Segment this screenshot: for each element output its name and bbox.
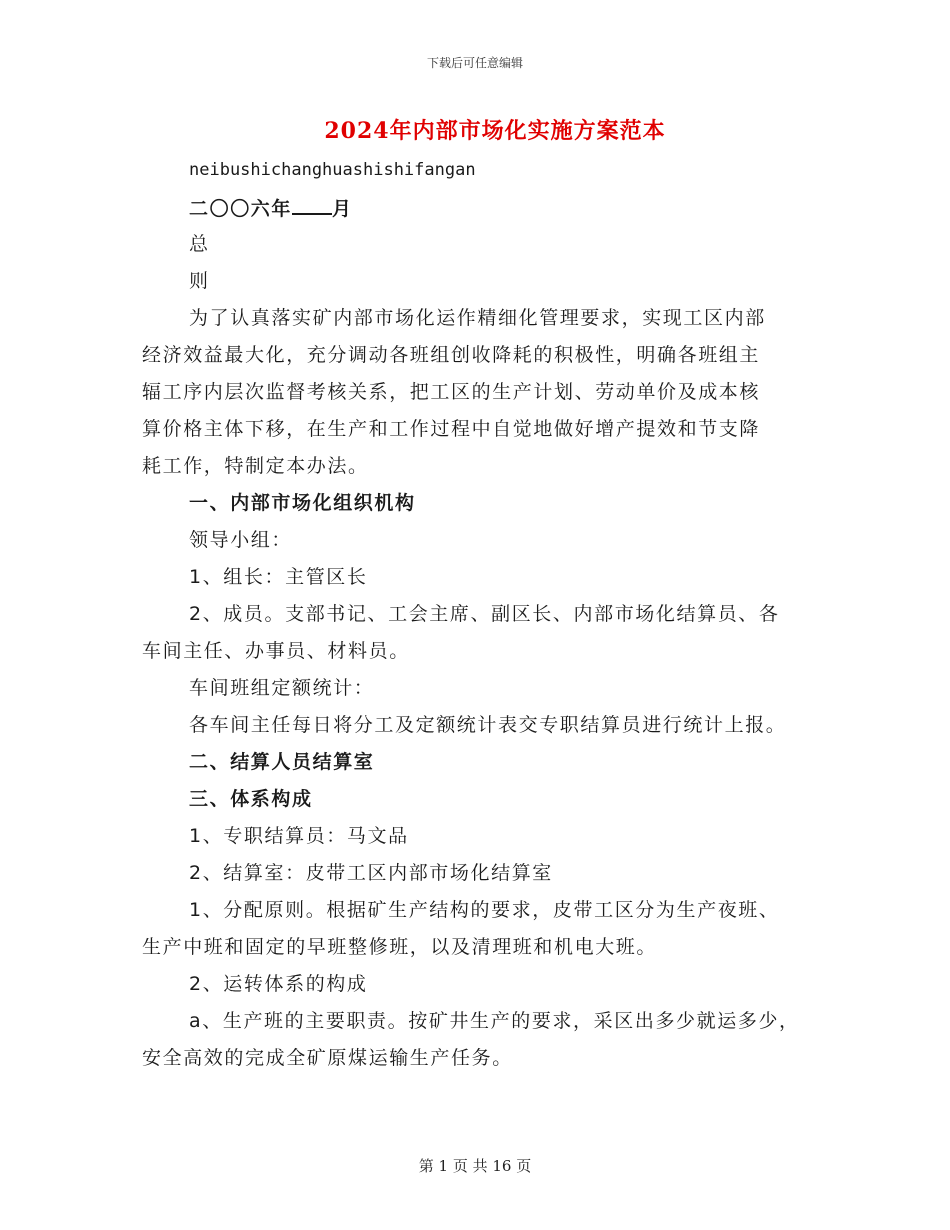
operation-item: 2、运转体系的构成 [189,973,368,995]
members-line: 车间主任、办事员、材料员。 [142,640,410,662]
room-item: 2、结算室：皮带工区内部市场化结算室 [189,862,553,884]
intro-line: 耗工作，特制定本办法。 [142,455,369,477]
distribution-line: 1、分配原则。根据矿生产结构的要求，皮带工区分为生产夜班、 [189,899,780,921]
distribution-line: 生产中班和固定的早班整修班，以及清理班和机电大班。 [142,936,658,958]
general-heading-2: 则 [189,270,210,292]
duty-line: a、生产班的主要职责。按矿井生产的要求，采区出多少就运多少， [189,1010,800,1032]
date-line [189,195,353,221]
duty-line: 安全高效的完成全矿原煤运输生产任务。 [142,1047,513,1069]
date-blank [292,195,332,215]
intro-line: 经济效益最大化，充分调动各班组创收降耗的积极性，明确各班组主 [142,344,761,366]
section-1-heading: 一、内部市场化组织机构 [189,492,416,514]
date-suffix: 月 [332,198,353,220]
quota-text: 各车间主任每日将分工及定额统计表交专职结算员进行统计上报。 [189,714,787,736]
settler-item: 1、专职结算员：马文品 [189,825,409,847]
intro-line: 算价格主体下移，在生产和工作过程中自觉地做好增产提效和节支降 [142,418,761,440]
members-line: 2、成员。支部书记、工会主席、副区长、内部市场化结算员、各 [189,603,780,625]
general-heading-1: 总 [189,233,210,255]
date-prefix: 二〇〇六年 [189,198,293,220]
intro-line: 辐工序内层次监督考核关系，把工区的生产计划、劳动单价及成本核 [142,381,761,403]
document-title: 2024年内部市场化实施方案范本 [324,118,666,144]
leader-item: 1、组长：主管区长 [189,566,368,588]
page-number: 第 1 页 共 16 页 [418,1157,532,1175]
leadership-label: 领导小组： [189,529,293,551]
intro-line: 为了认真落实矿内部市场化运作精细化管理要求，实现工区内部 [189,307,766,329]
header-note: 下载后可任意编辑 [426,56,523,70]
quota-label: 车间班组定额统计： [189,677,375,699]
pinyin-line: neibushichanghuashishifangan [189,160,476,180]
section-3-heading: 三、体系构成 [189,788,313,810]
section-2-heading: 二、结算人员结算室 [189,751,375,773]
